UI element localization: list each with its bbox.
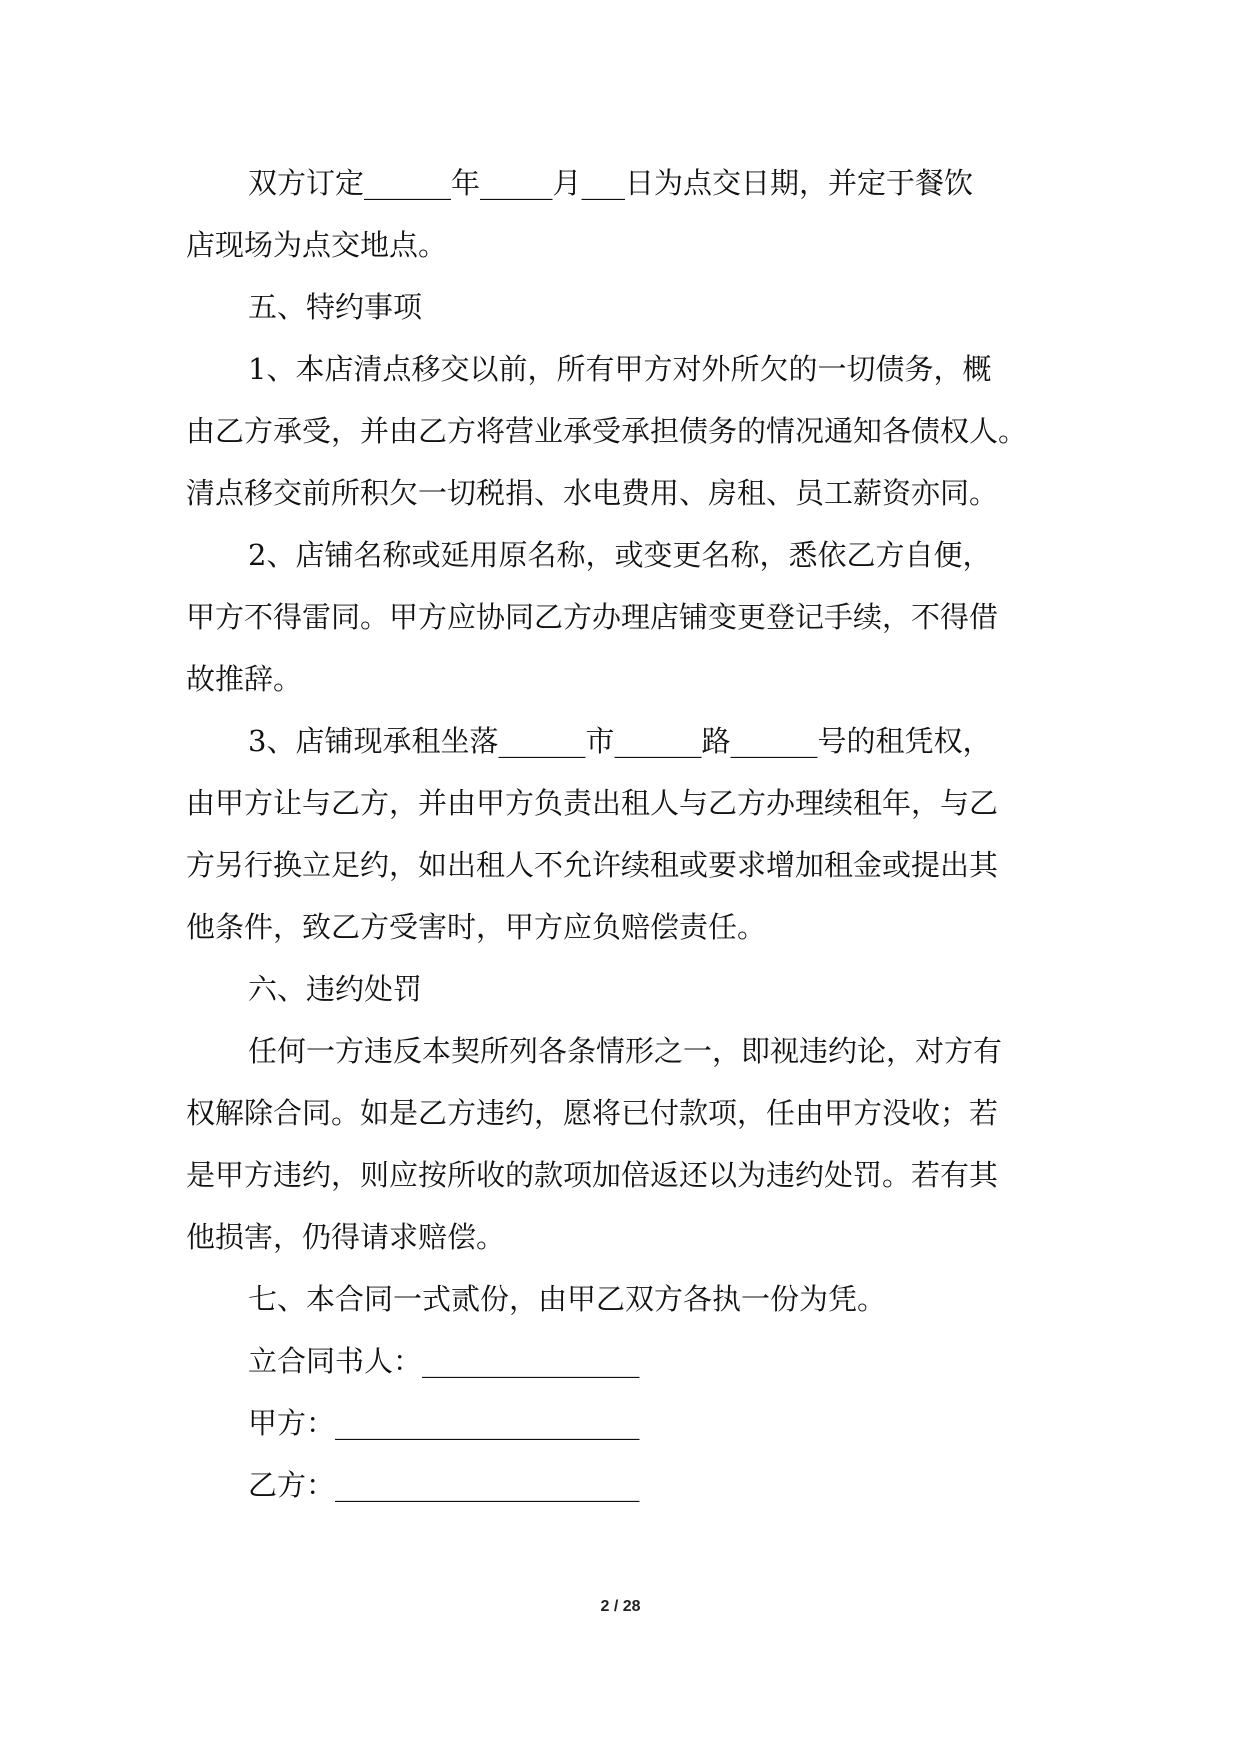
text-line: 是甲方违约，则应按所收的款项加倍返还以为违约处罚。若有其 bbox=[186, 1158, 999, 1192]
text-line: 2、店铺名称或延用原名称，或变更名称，悉依乙方自便， bbox=[248, 538, 992, 572]
text-line: 故推辞。 bbox=[186, 662, 303, 696]
text-line: 由乙方承受，并由乙方将营业承受承担债务的情况通知各债权人。 bbox=[186, 414, 1028, 448]
section-heading: 五、特约事项 bbox=[248, 290, 423, 324]
text-line: 他损害，仍得请求赔偿。 bbox=[186, 1220, 506, 1254]
text-line: 双方订定______年_____月___日为点交日期，并定于餐饮 bbox=[248, 166, 974, 200]
signature-line: 乙方：_____________________ bbox=[248, 1468, 640, 1502]
text-line: 任何一方违反本契所列各条情形之一，即视违约论，对方有 bbox=[248, 1034, 1003, 1068]
text-line: 由甲方让与乙方，并由甲方负责出租人与乙方办理续租年，与乙 bbox=[186, 786, 999, 820]
section-heading: 六、违约处罚 bbox=[248, 972, 423, 1006]
text-line: 3、店铺现承租坐落______市______路______号的租凭权， bbox=[248, 724, 992, 758]
text-line: 甲方不得雷同。甲方应协同乙方办理店铺变更登记手续，不得借 bbox=[186, 600, 999, 634]
text-line: 权解除合同。如是乙方违约，愿将已付款项，任由甲方没收；若 bbox=[186, 1096, 999, 1130]
text-line: 1、本店清点移交以前，所有甲方对外所欠的一切债务，概 bbox=[248, 352, 992, 386]
text-line: 店现场为点交地点。 bbox=[186, 228, 448, 262]
signature-line: 立合同书人：_______________ bbox=[248, 1344, 640, 1378]
document-body bbox=[186, 152, 1064, 1516]
text-line: 清点移交前所积欠一切税捐、水电费用、房租、员工薪资亦同。 bbox=[186, 476, 999, 510]
text-line: 方另行换立足约，如出租人不允许续租或要求增加租金或提出其 bbox=[186, 848, 999, 882]
page-number: 2 / 28 bbox=[600, 1598, 641, 1615]
signature-line: 甲方：_____________________ bbox=[248, 1406, 640, 1440]
text-line: 他条件，致乙方受害时，甲方应负赔偿责任。 bbox=[186, 910, 767, 944]
text-line: 七、本合同一式贰份，由甲乙双方各执一份为凭。 bbox=[248, 1282, 887, 1316]
